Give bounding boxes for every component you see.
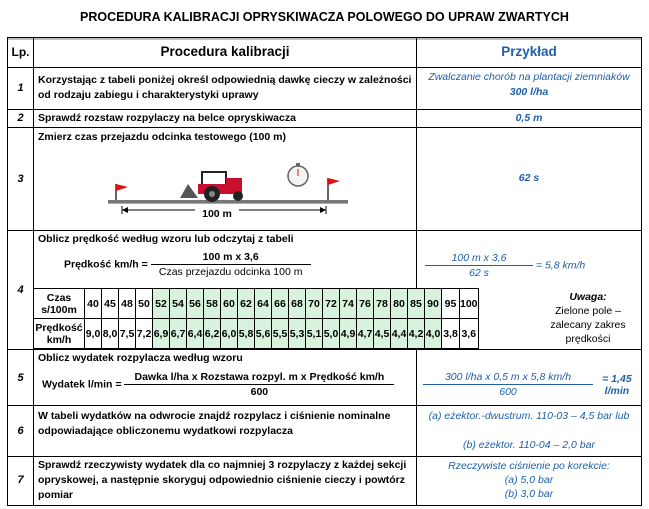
speed-cell: 6,2: [204, 319, 221, 349]
flow-example-result: = 1,45 l/min: [602, 372, 632, 397]
speed-example-denominator: 62 s: [469, 267, 489, 279]
header-procedure: Procedura kalibracji: [160, 44, 290, 59]
row-6-text: W tabeli wydatków na odwrocie znajdź rozpylacz i ciśnienie nominalne odpowiadające obliczonemu wydatkowi rozpylacza: [38, 410, 391, 437]
flow-formula-denominator: 600: [250, 386, 269, 398]
start-flag-icon: [116, 184, 128, 202]
speed-formula-label: Prędkość km/h =: [64, 258, 148, 271]
speed-cell: 6,4: [187, 319, 204, 349]
speed-cell: 5,6: [255, 319, 272, 349]
speed-formula: [64, 251, 311, 278]
speed-cell: 7,2: [136, 319, 153, 349]
speed-cell: 5,3: [289, 319, 306, 349]
speed-cell: 4,4: [391, 319, 408, 349]
time-cell: 68: [289, 289, 306, 319]
flow-formula: [42, 371, 394, 398]
speed-cell: 4,2: [408, 319, 425, 349]
table-header-speed: Prędkość km/h: [34, 319, 85, 349]
header-example: Przykład: [501, 44, 557, 59]
stopwatch-icon: [288, 163, 308, 186]
distance-label: 100 m: [195, 208, 239, 220]
row-7-text: Sprawdź rzeczywisty wydatek dla co najmniej 3 rozpylaczy z każdej sekcji opryskowej, a następnie skoryguj odpowiednio ciśnienie cieczy i powtórz pomiar: [38, 459, 407, 501]
row-6-number: 6: [17, 425, 24, 437]
speed-formula-denominator: Czas przejazdu odcinka 100 m: [158, 266, 303, 278]
flow-example-numerator: 300 l/ha x 0,5 m x 5,8 km/h: [423, 371, 593, 385]
row-6-example-b: (b) eżektor. 110-04 – 2,0 bar: [463, 439, 595, 451]
speed-example: [425, 252, 585, 279]
time-cell: 54: [170, 289, 187, 319]
speed-cell: 5,8: [238, 319, 255, 349]
time-cell: 56: [187, 289, 204, 319]
speed-cell: 8,0: [102, 319, 119, 349]
row-5-text: Oblicz wydatek rozpylacza według wzoru: [38, 352, 243, 364]
time-cell: 60: [221, 289, 238, 319]
time-cell: 62: [238, 289, 255, 319]
time-cell: 40: [85, 289, 102, 319]
table-header-time: Czas s/100m: [34, 289, 85, 319]
speed-cell: 4,0: [425, 319, 442, 349]
note-title: Uwaga:: [569, 291, 607, 303]
speed-cell: 7,5: [119, 319, 136, 349]
speed-table: [33, 288, 479, 349]
speed-cell: 5,0: [323, 319, 340, 349]
row-3-text: Zmierz czas przejazdu odcinka testowego (100 m): [38, 131, 286, 143]
time-cell: 45: [102, 289, 119, 319]
time-cell: 95: [442, 289, 460, 319]
time-cell: 85: [408, 289, 425, 319]
row-6-example-a: (a) eżektor.-dwustrum. 110-03 – 4,5 bar lub: [428, 410, 630, 422]
speed-cell: 3,8: [442, 319, 460, 349]
flow-example-denominator: 600: [499, 386, 517, 398]
row-2-number: 2: [17, 112, 24, 124]
row-2-text: Sprawdź rozstaw rozpylaczy na belce opryskiwacza: [38, 112, 296, 124]
time-cell: 58: [204, 289, 221, 319]
speed-cell: 9,0: [85, 319, 102, 349]
header-lp: Lp.: [11, 45, 30, 59]
row-1-text: Korzystając z tabeli poniżej określ odpowiednią dawkę cieczy w zależności od rodzaju zabiegu i charakterystyki uprawy: [38, 74, 412, 101]
row-1-example-line1: Zwalczanie chorób na plantacji ziemniaków: [428, 71, 630, 83]
speed-note: [538, 290, 638, 346]
row-3-example: 62 s: [518, 172, 540, 184]
row-5-number: 5: [17, 372, 24, 384]
time-cell: 74: [340, 289, 357, 319]
time-cell: 48: [119, 289, 136, 319]
row-1-example-line2: 300 l/ha: [509, 86, 549, 98]
row-7-number: 7: [17, 474, 24, 486]
speed-example-numerator: 100 m x 3,6: [425, 252, 533, 266]
time-cell: 70: [306, 289, 323, 319]
row-7-example-a: (a) 5,0 bar: [504, 474, 554, 486]
row-4-text: Oblicz prędkość według wzoru lub odczytaj z tabeli: [38, 233, 294, 245]
speed-cell: 4,5: [374, 319, 391, 349]
speed-example-result: = 5,8 km/h: [535, 259, 586, 272]
page-title: PROCEDURA KALIBRACJI OPRYSKIWACZA POLOWEGO DO UPRAW ZWARTYCH: [80, 10, 569, 24]
note-text: Zielone pole – zalecany zakres prędkości: [550, 305, 626, 345]
finish-flag-icon: [328, 178, 340, 202]
speed-cell: 5,1: [306, 319, 323, 349]
time-cell: 78: [374, 289, 391, 319]
row-2-example: 0,5 m: [515, 112, 543, 124]
tractor-icon: [180, 172, 243, 202]
flow-formula-label: Wydatek l/min =: [42, 378, 122, 391]
time-cell: 76: [357, 289, 374, 319]
time-cell: 100: [460, 289, 479, 319]
flow-example: [423, 371, 638, 398]
time-cell: 72: [323, 289, 340, 319]
speed-cell: 6,0: [221, 319, 238, 349]
time-cell: 90: [425, 289, 442, 319]
speed-formula-numerator: 100 m x 3,6: [151, 251, 311, 265]
speed-cell: 6,7: [170, 319, 187, 349]
row-4-number: 4: [17, 284, 24, 296]
row-1-number: 1: [17, 82, 24, 94]
speed-cell: 3,6: [460, 319, 479, 349]
speed-cell: 4,7: [357, 319, 374, 349]
row-3-number: 3: [17, 173, 24, 185]
row-7-example-b: (b) 3,0 bar: [504, 488, 554, 500]
time-cell: 80: [391, 289, 408, 319]
speed-cell: 6,9: [153, 319, 170, 349]
flow-formula-numerator: Dawka l/ha x Rozstawa rozpyl. m x Prędkość km/h: [124, 371, 394, 385]
speed-cell: 5,5: [272, 319, 289, 349]
time-cell: 50: [136, 289, 153, 319]
speed-cell: 4,9: [340, 319, 357, 349]
time-cell: 66: [272, 289, 289, 319]
row-7-example-title: Rzeczywiste ciśnienie po korekcie:: [448, 460, 610, 472]
time-cell: 64: [255, 289, 272, 319]
time-cell: 52: [153, 289, 170, 319]
